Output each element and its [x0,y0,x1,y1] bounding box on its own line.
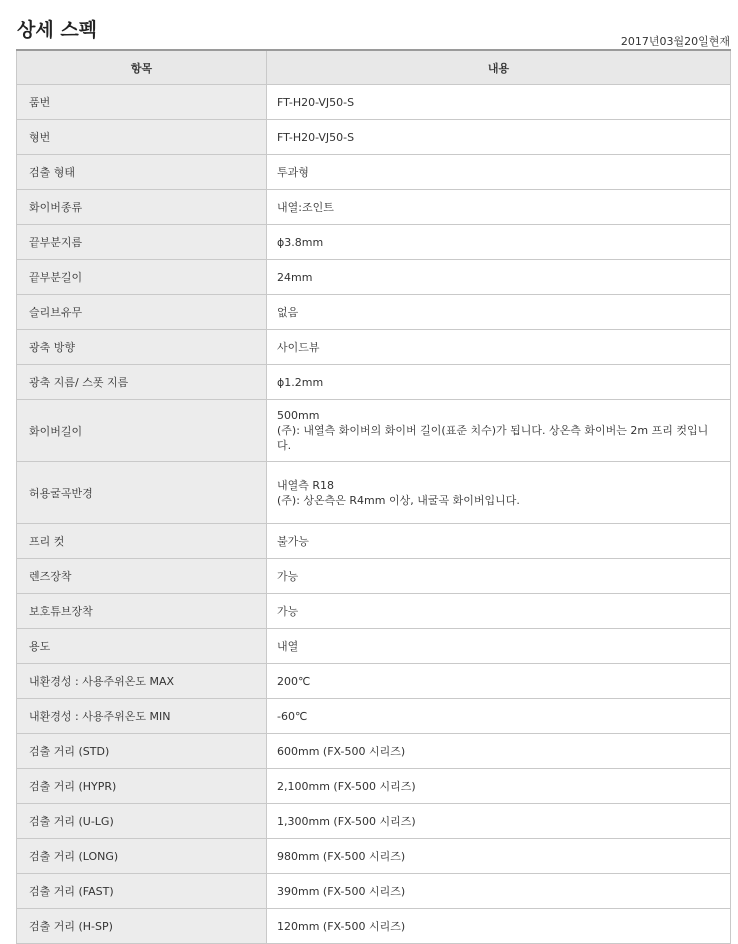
spec-label: 검출 거리 (STD) [17,734,267,769]
spec-value-line: 내열:조인트 [277,200,334,214]
table-row [17,225,731,260]
spec-label: 형번 [17,120,267,155]
spec-label: 검출 거리 (FAST) [17,874,267,909]
table-row [17,769,731,804]
spec-label: 내환경성 : 사용주위온도 MAX [17,664,267,699]
column-header-item: 항목 [17,50,267,85]
spec-value-line: (주): 상온측은 R4mm 이상, 내굴곡 화이버입니다. [277,493,520,507]
spec-value-line: 120mm (FX-500 시리즈) [277,919,406,933]
spec-label: 허용굴곡반경 [17,462,267,524]
as-of-date: 2017년03월20일현재 [620,35,730,48]
spec-label: 검출 거리 (H-SP) [17,909,267,944]
spec-value [267,874,731,909]
table-row [17,734,731,769]
table-row [17,155,731,190]
spec-label: 품번 [17,85,267,120]
page-title: 상세 스펙 [17,18,98,41]
spec-value-line: 가능 [277,569,299,583]
spec-value [267,120,731,155]
spec-value [267,629,731,664]
table-row [17,295,731,330]
spec-value-line: 200℃ [277,674,311,688]
spec-label: 검출 거리 (LONG) [17,839,267,874]
table-row [17,260,731,295]
spec-label: 검출 거리 (HYPR) [17,769,267,804]
spec-label: 슬리브유무 [17,295,267,330]
spec-label: 프리 컷 [17,524,267,559]
spec-value-line: -60℃ [277,709,308,723]
spec-value-line: 500mm [277,409,320,422]
table-row [17,839,731,874]
spec-label: 검출 거리 (U-LG) [17,804,267,839]
spec-label: 보호튜브장착 [17,594,267,629]
spec-value-line: 600mm (FX-500 시리즈) [277,744,406,758]
column-header-content: 내용 [267,50,731,85]
table-row [17,909,731,944]
spec-value [267,664,731,699]
spec-value-line: FT-H20-VJ50-S [277,130,355,144]
spec-value [267,839,731,874]
spec-value [267,365,731,400]
spec-value-line: FT-H20-VJ50-S [277,95,355,109]
spec-value-line: 내열 [277,639,299,653]
table-row [17,190,731,225]
spec-value [267,225,731,260]
table-row [17,524,731,559]
spec-value [267,699,731,734]
spec-value [267,559,731,594]
spec-value [267,155,731,190]
spec-value-line: 불가능 [277,534,309,548]
table-header-row [17,50,731,85]
table-row [17,365,731,400]
spec-value-line: 1,300mm (FX-500 시리즈) [277,814,416,828]
spec-value [267,85,731,120]
table-row [17,559,731,594]
spec-value [267,462,731,524]
spec-value [267,400,731,462]
spec-label: 용도 [17,629,267,664]
spec-value [267,804,731,839]
spec-value-line: ϕ3.8mm [277,235,324,249]
spec-table-body [17,85,731,944]
table-row [17,629,731,664]
table-row [17,462,731,524]
spec-label: 검출 형태 [17,155,267,190]
spec-value [267,769,731,804]
spec-value-line: 투과형 [277,165,309,179]
spec-table [16,49,731,944]
table-row [17,400,731,462]
spec-value [267,190,731,225]
spec-label: 광축 지름/ 스폿 지름 [17,365,267,400]
spec-label: 끝부분지름 [17,225,267,260]
table-row [17,594,731,629]
spec-label: 끝부분길이 [17,260,267,295]
spec-value [267,594,731,629]
spec-label: 화이버종류 [17,190,267,225]
table-row [17,699,731,734]
spec-value-line: 2,100mm (FX-500 시리즈) [277,779,416,793]
spec-value-line: 24mm [277,270,313,284]
spec-value-line: 980mm (FX-500 시리즈) [277,849,406,863]
spec-value [267,260,731,295]
spec-value [267,524,731,559]
spec-value [267,295,731,330]
table-row [17,804,731,839]
table-row [17,874,731,909]
table-row [17,120,731,155]
spec-value-line: 가능 [277,604,299,618]
spec-value [267,909,731,944]
spec-value-line: 390mm (FX-500 시리즈) [277,884,406,898]
spec-value [267,330,731,365]
spec-value-line: (주): 내열측 화이버의 화이버 길이(표준 치수)가 됩니다. 상온측 화이버는 2m 프리 컷입니다. [277,424,709,452]
spec-value-line: ϕ1.2mm [277,375,324,389]
spec-value-line: 없음 [277,305,299,319]
table-row [17,664,731,699]
spec-label: 광축 방향 [17,330,267,365]
spec-label: 내환경성 : 사용주위온도 MIN [17,699,267,734]
table-row [17,330,731,365]
table-row [17,85,731,120]
spec-label: 화이버길이 [17,400,267,462]
spec-value-line: 사이드뷰 [277,340,320,354]
spec-value [267,734,731,769]
spec-label: 렌즈장착 [17,559,267,594]
spec-value-line: 내열측 R18 [277,478,335,492]
